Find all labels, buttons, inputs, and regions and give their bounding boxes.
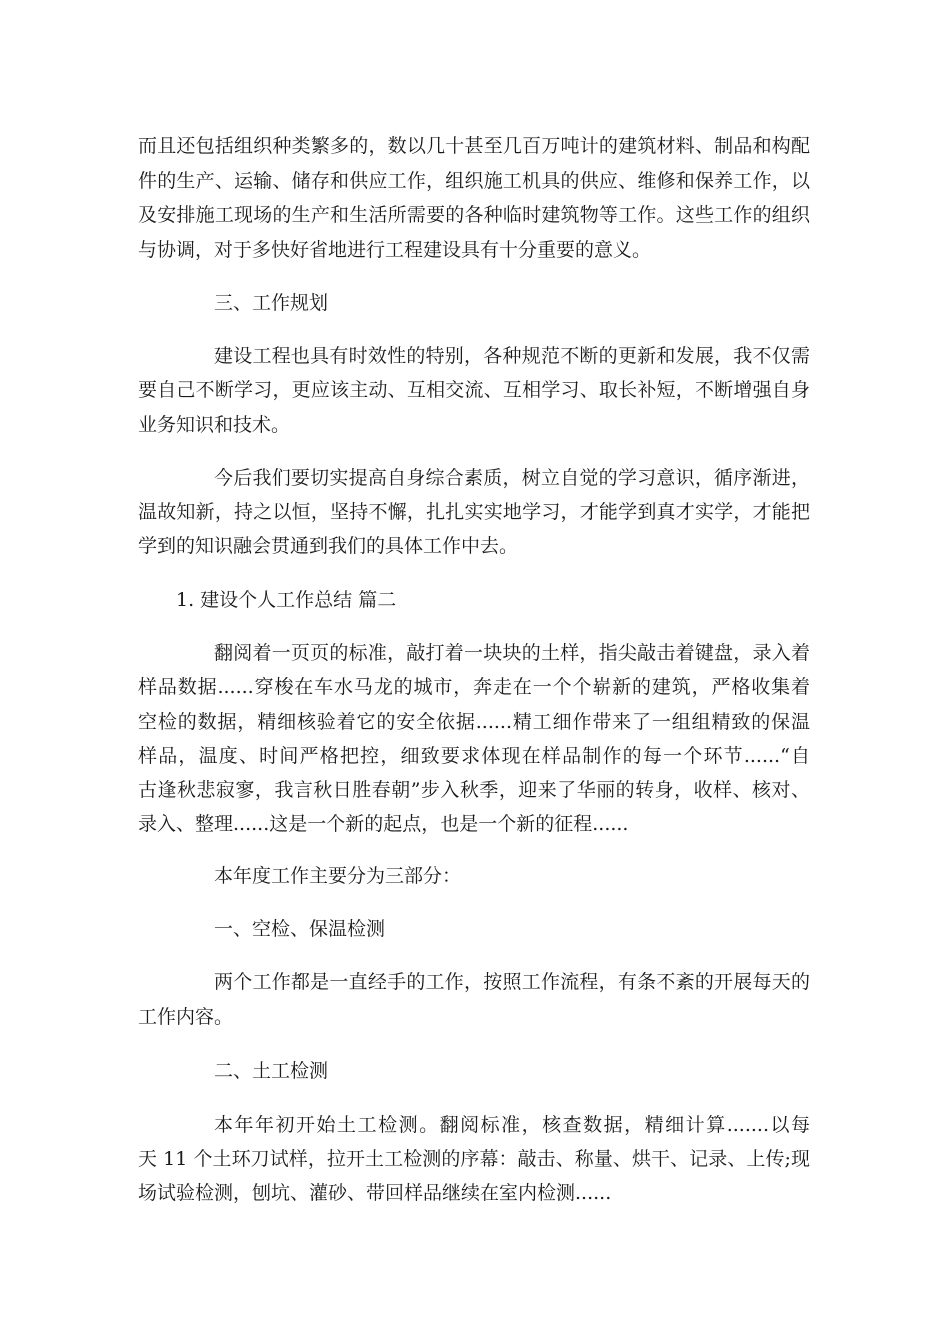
text-line: 今后我们要切实提高自身综合素质，树立自觉的学习意识，循序渐进， [214,467,810,489]
text-line: 古逢秋悲寂寥，我言秋日胜春朝”步入秋季，迎来了华丽的转身，收样、核对、 [138,779,810,801]
text-line: 空检的数据，精细核验着它的安全依据......精工细作带来了一组组精致的保温 [138,711,810,733]
text-line: 业务知识和技术。 [138,414,291,436]
text-line: 样品，温度、时间严格把控，细致要求体现在样品制作的每一个环节......“自 [138,745,810,767]
text-line: 及安排施工现场的生产和生活所需要的各种临时建筑物等工作。这些工作的组织 [138,204,810,226]
text-line: 而且还包括组织种类繁多的，数以几十甚至几百万吨计的建筑材料、制品和构配 [138,135,810,157]
text-line: 两个工作都是一直经手的工作，按照工作流程，有条不紊的开展每天的 [214,971,810,993]
text-line: 建设工程也具有时效性的特别，各种规范不断的更新和发展，我不仅需 [214,345,810,367]
text-line: 场试验检测，刨坑、灌砂、带回样品继续在室内检测...... [138,1182,612,1204]
section-heading: 二、土工检测 [214,1060,329,1082]
text-line: 本年年初开始土工检测。翻阅标准，核查数据，精细计算.......以每 [214,1114,810,1136]
text-line: 本年度工作主要分为三部分： [214,865,462,887]
text-line: 工作内容。 [138,1006,234,1028]
text-line: 学到的知识融会贯通到我们的具体工作中去。 [138,535,519,557]
text-line: 天 11 个土环刀试样，拉开土工检测的序幕：敲击、称量、烘干、记录、上传;现 [138,1148,810,1170]
text-line: 与协调，对于多快好省地进行工程建设具有十分重要的意义。 [138,239,652,261]
section-heading: 三、工作规划 [214,292,329,314]
text-line: 件的生产、运输、储存和供应工作，组织施工机具的供应、维修和保养工作，以 [138,170,810,192]
section-heading: 一、空检、保温检测 [214,918,386,940]
numbered-heading: 1. 建设个人工作总结 篇二 [176,589,397,611]
text-line: 录入、整理......这是一个新的起点，也是一个新的征程...... [138,813,629,835]
text-line: 要自己不断学习，更应该主动、互相交流、互相学习、取长补短，不断增强自身 [138,379,810,401]
text-line: 翻阅着一页页的标准，敲打着一块块的土样，指尖敲击着键盘，录入着 [214,642,810,664]
text-line: 温故知新，持之以恒，坚持不懈，扎扎实实地学习，才能学到真才实学，才能把 [138,501,810,523]
text-line: 样品数据......穿梭在车水马龙的城市，奔走在一个个崭新的建筑，严格收集着 [138,676,810,698]
